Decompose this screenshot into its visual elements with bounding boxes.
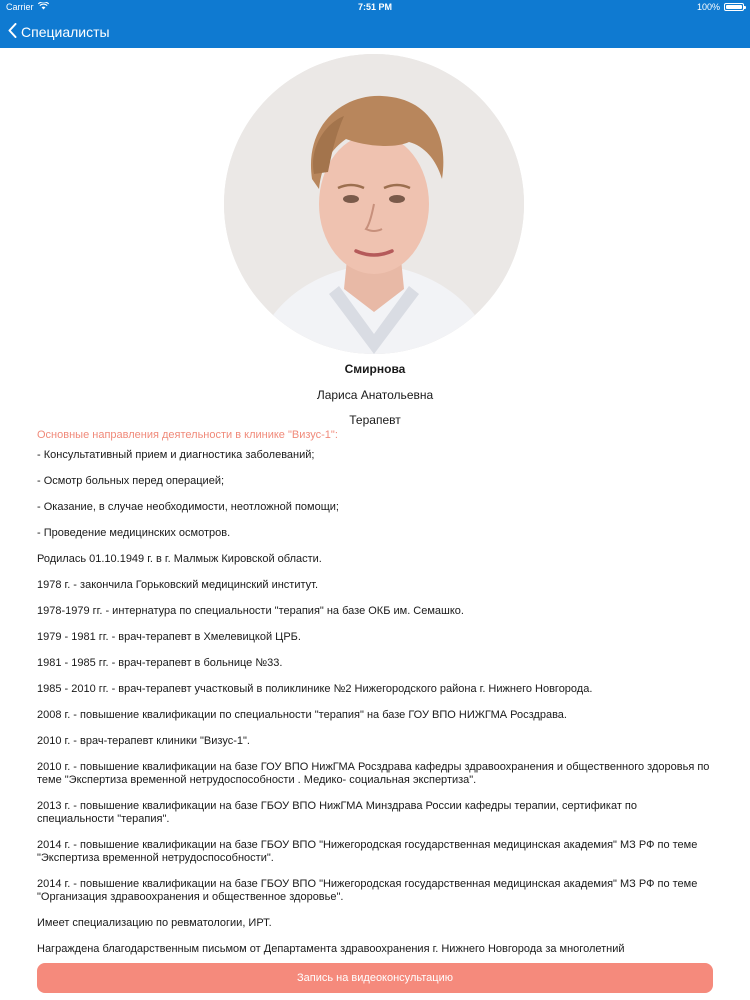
- video-consultation-button[interactable]: Запись на видеоконсультацию: [37, 963, 713, 993]
- bio-paragraph: Родилась 01.10.1949 г. в г. Малмыж Кировской области.: [37, 553, 322, 565]
- bio-paragraph: 2014 г. - повышение квалификации на базе ГБОУ ВПО "Нижегородская государственная медицинская академия" МЗ РФ по теме "Экспертиза временной нетрудоспособности".: [37, 839, 698, 864]
- top-bar: [0, 0, 750, 48]
- bio-paragraph: 1985 - 2010 гг. - врач-терапевт участковый в поликлинике №2 Нижегородского района г. Нижнего Новгорода.: [37, 683, 593, 695]
- bio-paragraph: Имеет специализацию по ревматологии, ИРТ.: [37, 917, 272, 929]
- bio-paragraph: - Осмотр больных перед операцией;: [37, 475, 225, 487]
- navigation-bar: [0, 18, 750, 46]
- battery-icon: [724, 3, 744, 11]
- bio-paragraph: 2013 г. - повышение квалификации на базе ГБОУ ВПО НижГМА Минздрава России кафедры терапии, сертификат по специальности "терапия".: [37, 800, 638, 825]
- bio-paragraph: 2010 г. - врач-терапевт клиники "Визус-1".: [37, 735, 250, 747]
- bio-paragraph: 2014 г. - повышение квалификации на базе ГБОУ ВПО "Нижегородская государственная медицинская академия" МЗ РФ по теме "Организация здравоохранения и общественное здоровье".: [37, 878, 698, 903]
- bio-paragraph: Награждена благодарственным письмом от Департамента здравоохранения г. Нижнего Новгорода за многолетний: [37, 943, 625, 955]
- bio-paragraph: 1978 г. - закончила Горьковский медицинский институт.: [37, 579, 319, 591]
- doctor-photo: [224, 54, 524, 354]
- battery-group: [697, 0, 744, 14]
- bio-paragraph: 1979 - 1981 гг. - врач-терапевт в Хмелевицкой ЦРБ.: [37, 631, 301, 643]
- status-time: 7:51 PM: [357, 2, 392, 12]
- doctor-surname: Смирнова: [344, 362, 406, 376]
- back-button[interactable]: [8, 23, 110, 41]
- section-title: Основные направления деятельности в клинике "Визус-1":: [37, 429, 338, 441]
- status-bar: [0, 0, 750, 14]
- carrier-label: Carrier: [6, 2, 34, 12]
- bio-paragraph: - Проведение медицинских осмотров.: [37, 527, 231, 539]
- doctor-given-names: Лариса Анатольевна: [316, 388, 434, 402]
- chevron-left-icon: [8, 23, 17, 41]
- battery-level: [726, 5, 742, 9]
- back-button-label: Специалисты: [21, 24, 110, 40]
- doctor-position: Терапевт: [349, 413, 401, 427]
- bio-paragraph: 2010 г. - повышение квалификации на базе ГОУ ВПО НижГМА Росздрава кафедры здравоохранения и общественного здоровья по теме "Экспертиза временной нетрудоспособности . Медико- социальная экспертиза".: [37, 761, 710, 786]
- bio-paragraph: 1981 - 1985 гг. - врач-терапевт в больнице №33.: [37, 657, 283, 669]
- bio-paragraph: 1978-1979 гг. - интернатура по специальности "терапия" на базе ОКБ им. Семашко.: [37, 605, 464, 617]
- bio-paragraph: - Оказание, в случае необходимости, неотложной помощи;: [37, 501, 339, 513]
- battery-percent: 100%: [696, 2, 720, 12]
- bio-paragraph: 2008 г. - повышение квалификации по специальности "терапия" на базе ГОУ ВПО НИЖГМА Росздрава.: [37, 709, 567, 721]
- biography-content[interactable]: [37, 429, 713, 959]
- bio-paragraph: - Консультативный прием и диагностика заболеваний;: [37, 449, 315, 461]
- doctor-name-block: [0, 360, 750, 427]
